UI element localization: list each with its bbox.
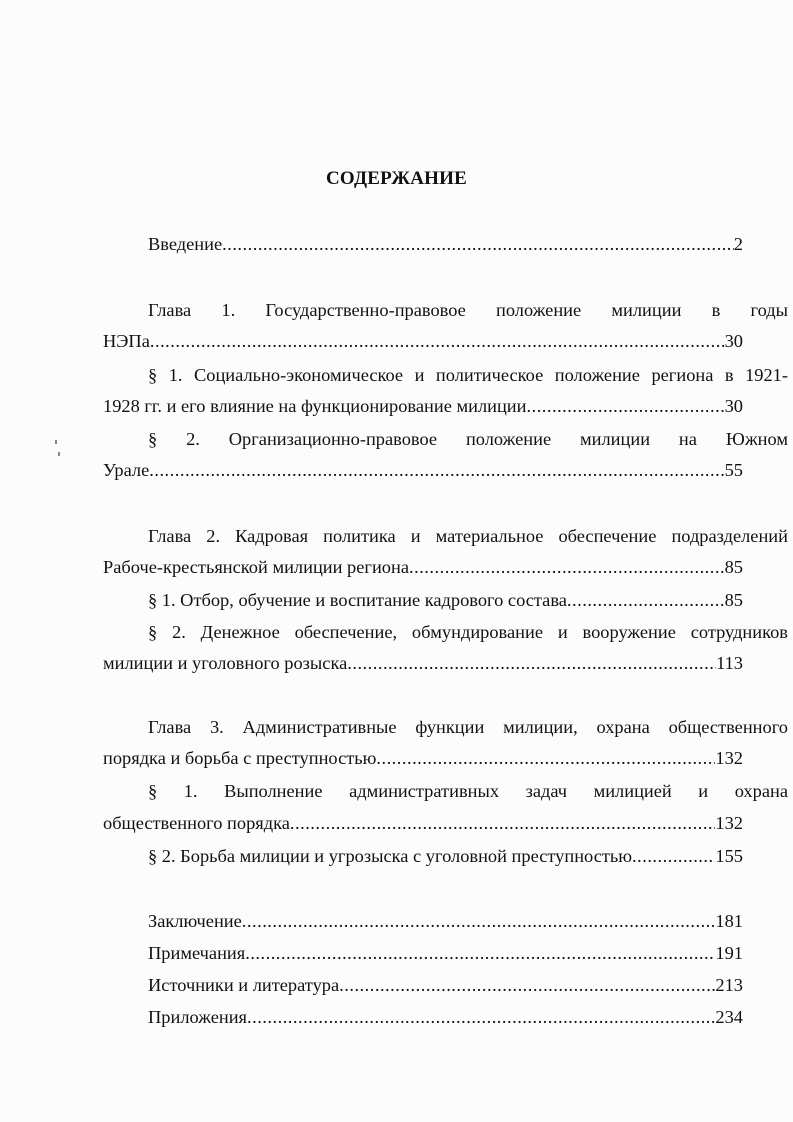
toc-page-number: 213 <box>715 975 743 995</box>
toc-entry-text: НЭПа <box>103 331 150 351</box>
toc-entry-text: порядка и борьба с преступностью <box>103 748 377 768</box>
toc-entry-text: § 1. Отбор, обучение и воспитание кадрового состава <box>148 590 567 610</box>
toc-entry-ch2-sec2-line1[interactable]: § 2. Денежное обеспечение, обмундирование и вооружение сотрудников <box>148 622 788 642</box>
toc-leader-dots <box>150 327 725 355</box>
page-title: СОДЕРЖАНИЕ <box>326 168 467 189</box>
toc-entry-text: § 2. Борьба милиции и угрозыска с уголовной преступностью <box>148 846 633 866</box>
toc-entry-chapter1[interactable] <box>103 327 743 355</box>
toc-leader-dots <box>339 971 715 999</box>
toc-entry-text: Урале <box>103 460 150 480</box>
toc-entry-text: Источники и литература <box>148 975 340 995</box>
toc-leader-dots <box>290 809 716 837</box>
toc-entry-text: милиции и уголовного розыска <box>103 653 348 673</box>
toc-entry-ch3-sec2[interactable] <box>103 842 743 870</box>
toc-page-number: 132 <box>715 813 743 833</box>
toc-leader-dots <box>347 649 716 677</box>
toc-entry-ch2-sec2[interactable] <box>103 649 743 677</box>
toc-entry-chapter3-line1[interactable]: Глава 3. Административные функции милиции, охрана общественного <box>148 717 788 737</box>
toc-leader-dots <box>247 1003 715 1031</box>
toc-entry-ch1-sec1[interactable] <box>103 392 743 420</box>
toc-entry-sources[interactable] <box>103 971 743 999</box>
toc-leader-dots <box>409 553 725 581</box>
toc-page-number: 2 <box>733 234 743 254</box>
toc-entry-ch1-sec2-line1[interactable]: § 2. Организационно-правовое положение милиции на Южном <box>148 429 788 449</box>
toc-entry-text: общественного порядка <box>103 813 290 833</box>
toc-entry-chapter3[interactable] <box>103 744 743 772</box>
toc-leader-dots <box>632 842 715 870</box>
toc-entry-ch3-sec1[interactable] <box>103 809 743 837</box>
toc-leader-dots <box>245 939 715 967</box>
toc-page-number: 85 <box>724 590 743 610</box>
toc-entry-intro[interactable] <box>103 230 743 258</box>
toc-leader-dots <box>376 744 715 772</box>
toc-entry-ch2-sec1[interactable] <box>103 586 743 614</box>
toc-page-number: 30 <box>724 331 743 351</box>
toc-entry-text: Примечания <box>148 943 246 963</box>
toc-page-number: 30 <box>724 396 743 416</box>
toc-leader-dots <box>527 392 725 420</box>
toc-leader-dots <box>149 456 724 484</box>
toc-entry-text: 1928 гг. и его влияние на функционирование милиции <box>103 396 527 416</box>
toc-entry-ch1-sec1-line1[interactable]: § 1. Социально-экономическое и политическое положение региона в 1921- <box>148 365 788 385</box>
toc-entry-notes[interactable] <box>103 939 743 967</box>
toc-page-number: 132 <box>715 748 743 768</box>
toc-page-number: 234 <box>715 1007 743 1027</box>
toc-page-number: 113 <box>716 653 743 673</box>
toc-page-number: 55 <box>724 460 743 480</box>
toc-page-number: 155 <box>715 846 743 866</box>
toc-entry-text: Введение <box>148 234 223 254</box>
toc-entry-chapter2[interactable] <box>103 553 743 581</box>
toc-entry-ch1-sec2[interactable] <box>103 456 743 484</box>
scan-speck <box>58 452 60 456</box>
scan-speck <box>55 440 57 444</box>
toc-entry-conclusion[interactable] <box>103 907 743 935</box>
toc-leader-dots <box>222 230 734 258</box>
toc-entry-appendix[interactable] <box>103 1003 743 1031</box>
toc-leader-dots <box>567 586 725 614</box>
toc-entry-text: Рабоче-крестьянской милиции региона <box>103 557 410 577</box>
toc-page-number: 191 <box>715 943 743 963</box>
toc-entry-text: Приложения <box>148 1007 248 1027</box>
toc-entry-text: Заключение <box>148 911 242 931</box>
toc-entry-chapter1-line1[interactable]: Глава 1. Государственно-правовое положение милиции в годы <box>148 300 788 320</box>
toc-page-number: 85 <box>724 557 743 577</box>
toc-page-number: 181 <box>715 911 743 931</box>
toc-entry-chapter2-line1[interactable]: Глава 2. Кадровая политика и материальное обеспечение подразделений <box>148 526 788 546</box>
toc-entry-ch3-sec1-line1[interactable]: § 1. Выполнение административных задач милицией и охрана <box>148 781 788 801</box>
toc-leader-dots <box>242 907 716 935</box>
